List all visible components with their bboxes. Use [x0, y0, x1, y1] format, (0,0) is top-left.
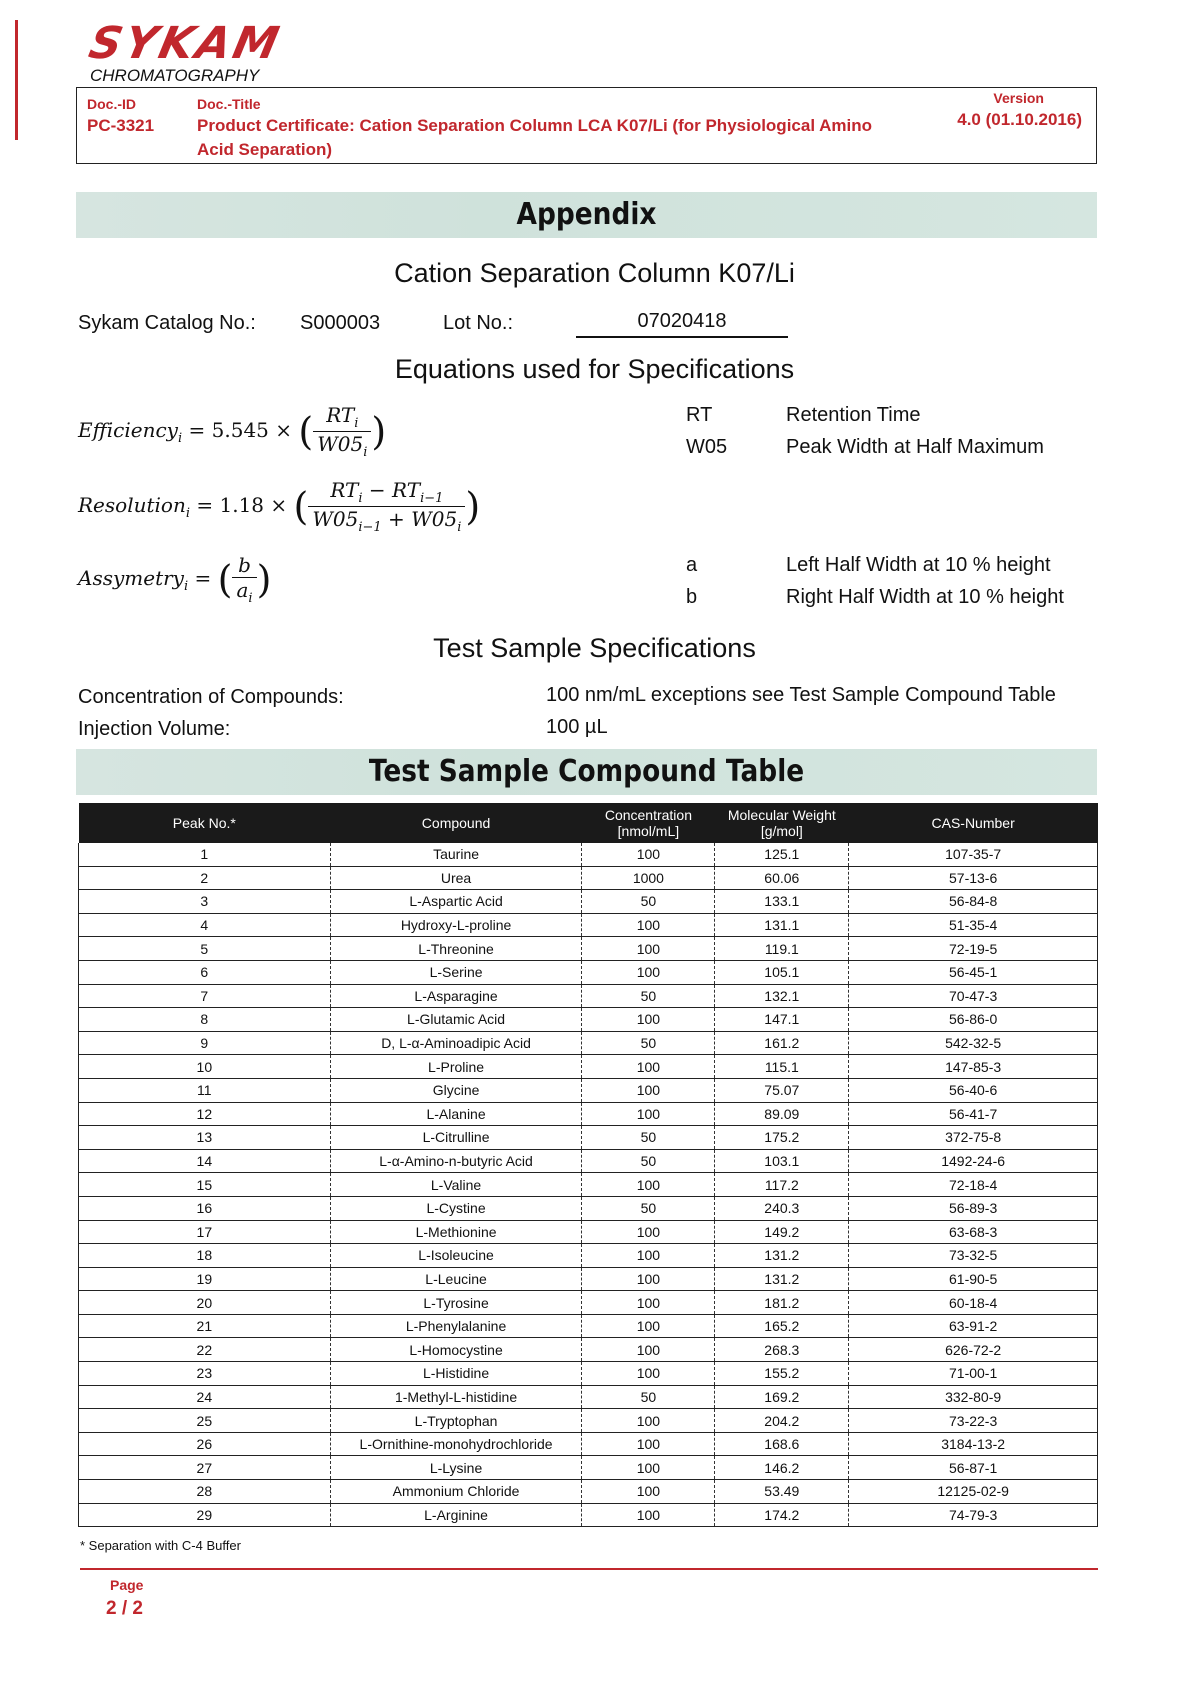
cell-cas-number: 57-13-6: [849, 866, 1098, 890]
cell-concentration: 100: [582, 913, 715, 937]
table-row: [79, 1338, 1098, 1362]
cell-cas-number: 542-32-5: [849, 1031, 1098, 1055]
cell-concentration: 100: [582, 1055, 715, 1079]
cell-peak-no: 25: [79, 1409, 331, 1433]
cell-compound: L-Leucine: [330, 1267, 582, 1291]
cell-peak-no: 29: [79, 1503, 331, 1527]
cell-concentration: 1000: [582, 866, 715, 890]
cell-molecular-weight: 174.2: [715, 1503, 849, 1527]
header-cas-number: CAS-Number: [849, 803, 1098, 843]
def-symbol-a: a: [686, 554, 698, 576]
cell-concentration: 50: [582, 1149, 715, 1173]
injection-value: 100 µL: [546, 716, 608, 738]
cell-cas-number: 56-89-3: [849, 1196, 1098, 1220]
cell-compound: L-Lysine: [330, 1456, 582, 1480]
test-sample-title: Test Sample Specifications: [433, 633, 756, 663]
header-peak-no: Peak No.*: [79, 803, 331, 843]
cell-compound: L-Serine: [330, 960, 582, 984]
cell-molecular-weight: 60.06: [715, 866, 849, 890]
lot-label: Lot No.:: [443, 312, 514, 334]
resolution-equation: Resolution$_i$ = 1.18 × ( $\frac{RT_i - RT_{i-1}}{W05_{i-1} + W05_i}$ ): [78, 478, 481, 535]
doc-title-label: Doc.-Title: [197, 96, 261, 112]
cell-peak-no: 17: [79, 1220, 331, 1244]
footer-rule: [80, 1568, 1098, 1570]
table-row: [79, 913, 1098, 937]
cell-compound: L-Methionine: [330, 1220, 582, 1244]
cell-concentration: 100: [582, 1008, 715, 1032]
cell-concentration: 50: [582, 890, 715, 914]
cell-cas-number: 51-35-4: [849, 913, 1098, 937]
page-label: Page: [110, 1577, 144, 1593]
def-symbol-w05: W05: [686, 436, 728, 458]
cell-compound: L-Phenylalanine: [330, 1314, 582, 1338]
table-row: [79, 1432, 1098, 1456]
cell-molecular-weight: 53.49: [715, 1480, 849, 1504]
doc-title-line1: Product Certificate: Cation Separation Column LCA K07/Li (for Physiological Amino: [197, 116, 873, 135]
cell-peak-no: 20: [79, 1291, 331, 1315]
cell-cas-number: 1492-24-6: [849, 1149, 1098, 1173]
table-row: [79, 1126, 1098, 1150]
cell-compound: Glycine: [330, 1078, 582, 1102]
cell-compound: L-Alanine: [330, 1102, 582, 1126]
cell-molecular-weight: 240.3: [715, 1196, 849, 1220]
footnote: * Separation with C-4 Buffer: [80, 1538, 241, 1553]
cell-compound: 1-Methyl-L-histidine: [330, 1385, 582, 1409]
cell-compound: L-Valine: [330, 1173, 582, 1197]
column-title: Cation Separation Column K07/Li: [394, 258, 795, 288]
cell-concentration: 100: [582, 1362, 715, 1386]
cell-compound: L-Glutamic Acid: [330, 1008, 582, 1032]
cell-concentration: 100: [582, 1267, 715, 1291]
compound-table-band: [76, 749, 1097, 795]
cell-molecular-weight: 146.2: [715, 1456, 849, 1480]
cell-peak-no: 24: [79, 1385, 331, 1409]
cell-cas-number: 56-40-6: [849, 1078, 1098, 1102]
cell-peak-no: 18: [79, 1244, 331, 1268]
cell-concentration: 100: [582, 1409, 715, 1433]
efficiency-equation: Efficiency$_i$ = 5.545 × ( $\frac{RT_i}{W05_i}$ ): [78, 403, 387, 460]
cell-peak-no: 16: [79, 1196, 331, 1220]
cell-molecular-weight: 117.2: [715, 1173, 849, 1197]
cell-concentration: 100: [582, 1220, 715, 1244]
table-header-row: [79, 803, 1098, 843]
cell-peak-no: 3: [79, 890, 331, 914]
doc-id-value: PC-3321: [87, 116, 155, 135]
cell-peak-no: 26: [79, 1432, 331, 1456]
header-molecular-weight: Molecular Weight [g/mol]: [715, 803, 849, 843]
cell-peak-no: 7: [79, 984, 331, 1008]
cell-cas-number: 107-35-7: [849, 843, 1098, 866]
cell-concentration: 50: [582, 1031, 715, 1055]
cell-cas-number: 60-18-4: [849, 1291, 1098, 1315]
sykam-logo: [84, 18, 287, 86]
cell-peak-no: 8: [79, 1008, 331, 1032]
table-row: [79, 1480, 1098, 1504]
cell-molecular-weight: 161.2: [715, 1031, 849, 1055]
def-meaning-b: Right Half Width at 10 % height: [786, 586, 1064, 608]
cell-concentration: 50: [582, 1196, 715, 1220]
margin-bar: [15, 20, 18, 140]
cell-peak-no: 12: [79, 1102, 331, 1126]
table-row: [79, 866, 1098, 890]
cell-molecular-weight: 175.2: [715, 1126, 849, 1150]
table-row: [79, 1503, 1098, 1527]
cell-molecular-weight: 165.2: [715, 1314, 849, 1338]
cell-cas-number: 70-47-3: [849, 984, 1098, 1008]
logo-wordmark: SYKAM: [84, 18, 287, 69]
table-row: [79, 1220, 1098, 1244]
def-meaning-rt: Retention Time: [786, 404, 921, 426]
cell-compound: L-Asparagine: [330, 984, 582, 1008]
cell-cas-number: 56-87-1: [849, 1456, 1098, 1480]
cell-molecular-weight: 131.1: [715, 913, 849, 937]
cell-molecular-weight: 119.1: [715, 937, 849, 961]
cell-compound: Taurine: [330, 843, 582, 866]
equations-title: Equations used for Specifications: [394, 354, 795, 384]
cell-molecular-weight: 169.2: [715, 1385, 849, 1409]
table-row: [79, 1362, 1098, 1386]
table-row: [79, 1078, 1098, 1102]
cell-compound: L-Histidine: [330, 1362, 582, 1386]
cell-concentration: 100: [582, 1503, 715, 1527]
cell-peak-no: 28: [79, 1480, 331, 1504]
cell-peak-no: 13: [79, 1126, 331, 1150]
table-row: [79, 937, 1098, 961]
concentration-value: 100 nm/mL exceptions see Test Sample Compound Table: [546, 684, 1056, 706]
cell-molecular-weight: 75.07: [715, 1078, 849, 1102]
cell-cas-number: 63-68-3: [849, 1220, 1098, 1244]
table-row: [79, 1008, 1098, 1032]
cell-cas-number: 332-80-9: [849, 1385, 1098, 1409]
doc-title-line2: Acid Separation): [197, 140, 333, 159]
cell-molecular-weight: 181.2: [715, 1291, 849, 1315]
table-row: [79, 984, 1098, 1008]
cell-molecular-weight: 133.1: [715, 890, 849, 914]
cell-concentration: 100: [582, 1078, 715, 1102]
cell-compound: L-Tryptophan: [330, 1409, 582, 1433]
cell-cas-number: 73-22-3: [849, 1409, 1098, 1433]
cell-concentration: 100: [582, 937, 715, 961]
cell-concentration: 100: [582, 1314, 715, 1338]
cell-peak-no: 15: [79, 1173, 331, 1197]
cell-peak-no: 10: [79, 1055, 331, 1079]
table-row: [79, 1385, 1098, 1409]
cell-concentration: 100: [582, 843, 715, 866]
cell-molecular-weight: 131.2: [715, 1244, 849, 1268]
cell-molecular-weight: 147.1: [715, 1008, 849, 1032]
def-symbol-rt: RT: [686, 404, 713, 426]
cell-peak-no: 23: [79, 1362, 331, 1386]
cell-peak-no: 27: [79, 1456, 331, 1480]
header-concentration: Concentration [nmol/mL]: [582, 803, 715, 843]
cell-peak-no: 11: [79, 1078, 331, 1102]
cell-concentration: 100: [582, 1432, 715, 1456]
cell-peak-no: 19: [79, 1267, 331, 1291]
cell-cas-number: 56-45-1: [849, 960, 1098, 984]
def-meaning-w05: Peak Width at Half Maximum: [786, 436, 1044, 458]
cell-molecular-weight: 268.3: [715, 1338, 849, 1362]
table-row: [79, 1291, 1098, 1315]
compound-table-title: Test Sample Compound Table: [368, 754, 805, 789]
cell-concentration: 100: [582, 1244, 715, 1268]
cell-molecular-weight: 103.1: [715, 1149, 849, 1173]
header-compound: Compound: [330, 803, 582, 843]
cell-peak-no: 21: [79, 1314, 331, 1338]
table-row: [79, 1031, 1098, 1055]
cell-peak-no: 2: [79, 866, 331, 890]
cell-compound: L-Arginine: [330, 1503, 582, 1527]
cell-cas-number: 73-32-5: [849, 1244, 1098, 1268]
lot-value: 07020418: [637, 310, 727, 332]
cell-compound: L-Aspartic Acid: [330, 890, 582, 914]
cell-cas-number: 74-79-3: [849, 1503, 1098, 1527]
cell-concentration: 50: [582, 1126, 715, 1150]
table-row: [79, 843, 1098, 866]
version-label: Version: [993, 90, 1044, 106]
cell-compound: L-Cystine: [330, 1196, 582, 1220]
cell-molecular-weight: 149.2: [715, 1220, 849, 1244]
cell-compound: L-Ornithine-monohydrochloride: [330, 1432, 582, 1456]
cell-cas-number: 71-00-1: [849, 1362, 1098, 1386]
appendix-band: [76, 192, 1097, 238]
cell-molecular-weight: 204.2: [715, 1409, 849, 1433]
table-row: [79, 1409, 1098, 1433]
cell-molecular-weight: 89.09: [715, 1102, 849, 1126]
cell-molecular-weight: 125.1: [715, 843, 849, 866]
cell-concentration: 100: [582, 1291, 715, 1315]
def-symbol-b: b: [686, 586, 698, 608]
cell-cas-number: 72-19-5: [849, 937, 1098, 961]
lot-underline: [576, 336, 788, 338]
cell-peak-no: 9: [79, 1031, 331, 1055]
cell-cas-number: 56-86-0: [849, 1008, 1098, 1032]
table-row: [79, 890, 1098, 914]
cell-cas-number: 626-72-2: [849, 1338, 1098, 1362]
version-value: 4.0 (01.10.2016): [957, 110, 1082, 129]
cell-compound: L-Isoleucine: [330, 1244, 582, 1268]
cell-concentration: 50: [582, 1385, 715, 1409]
table-row: [79, 1267, 1098, 1291]
cell-molecular-weight: 155.2: [715, 1362, 849, 1386]
cell-peak-no: 4: [79, 913, 331, 937]
table-row: [79, 1456, 1098, 1480]
cell-cas-number: 12125-02-9: [849, 1480, 1098, 1504]
cell-compound: L-Citrulline: [330, 1126, 582, 1150]
table-row: [79, 1149, 1098, 1173]
cell-cas-number: 3184-13-2: [849, 1432, 1098, 1456]
cell-molecular-weight: 115.1: [715, 1055, 849, 1079]
logo-subtitle: CHROMATOGRAPHY: [90, 66, 260, 85]
cell-peak-no: 22: [79, 1338, 331, 1362]
def-meaning-a: Left Half Width at 10 % height: [786, 554, 1051, 576]
asymmetry-equation: Assymetry$_i$ = ( $\frac{b}{a_i}$ ): [78, 553, 272, 606]
page-number: 2 / 2: [106, 1598, 143, 1619]
table-row: [79, 1314, 1098, 1338]
compound-table-body: [79, 843, 1098, 1527]
cell-concentration: 100: [582, 1173, 715, 1197]
cell-cas-number: 372-75-8: [849, 1126, 1098, 1150]
doc-id-label: Doc.-ID: [87, 96, 136, 112]
cell-cas-number: 56-84-8: [849, 890, 1098, 914]
cell-concentration: 50: [582, 984, 715, 1008]
cell-compound: L-Tyrosine: [330, 1291, 582, 1315]
cell-concentration: 100: [582, 1480, 715, 1504]
injection-label: Injection Volume:: [78, 718, 231, 740]
cell-molecular-weight: 132.1: [715, 984, 849, 1008]
cell-cas-number: 56-41-7: [849, 1102, 1098, 1126]
table-row: [79, 960, 1098, 984]
cell-concentration: 100: [582, 1456, 715, 1480]
cell-peak-no: 14: [79, 1149, 331, 1173]
cell-compound: L-Threonine: [330, 937, 582, 961]
document-header: [76, 87, 1097, 164]
cell-molecular-weight: 105.1: [715, 960, 849, 984]
cell-compound: Ammonium Chloride: [330, 1480, 582, 1504]
cell-compound: Hydroxy-L-proline: [330, 913, 582, 937]
cell-cas-number: 147-85-3: [849, 1055, 1098, 1079]
cell-peak-no: 6: [79, 960, 331, 984]
table-row: [79, 1102, 1098, 1126]
catalog-value: S000003: [300, 312, 381, 334]
concentration-label: Concentration of Compounds:: [78, 686, 344, 708]
cell-concentration: 100: [582, 960, 715, 984]
cell-cas-number: 63-91-2: [849, 1314, 1098, 1338]
cell-compound: Urea: [330, 866, 582, 890]
cell-compound: L-Proline: [330, 1055, 582, 1079]
cell-concentration: 100: [582, 1338, 715, 1362]
cell-compound: L-Homocystine: [330, 1338, 582, 1362]
cell-concentration: 100: [582, 1102, 715, 1126]
table-row: [79, 1173, 1098, 1197]
cell-cas-number: 61-90-5: [849, 1267, 1098, 1291]
cell-compound: L-α-Amino-n-butyric Acid: [330, 1149, 582, 1173]
cell-peak-no: 5: [79, 937, 331, 961]
cell-molecular-weight: 131.2: [715, 1267, 849, 1291]
cell-cas-number: 72-18-4: [849, 1173, 1098, 1197]
cell-compound: D, L-α-Aminoadipic Acid: [330, 1031, 582, 1055]
appendix-title: Appendix: [516, 197, 657, 232]
table-row: [79, 1244, 1098, 1268]
compound-table: [78, 803, 1098, 1527]
table-row: [79, 1196, 1098, 1220]
cell-peak-no: 1: [79, 843, 331, 866]
cell-molecular-weight: 168.6: [715, 1432, 849, 1456]
catalog-label: Sykam Catalog No.:: [78, 312, 256, 334]
table-row: [79, 1055, 1098, 1079]
